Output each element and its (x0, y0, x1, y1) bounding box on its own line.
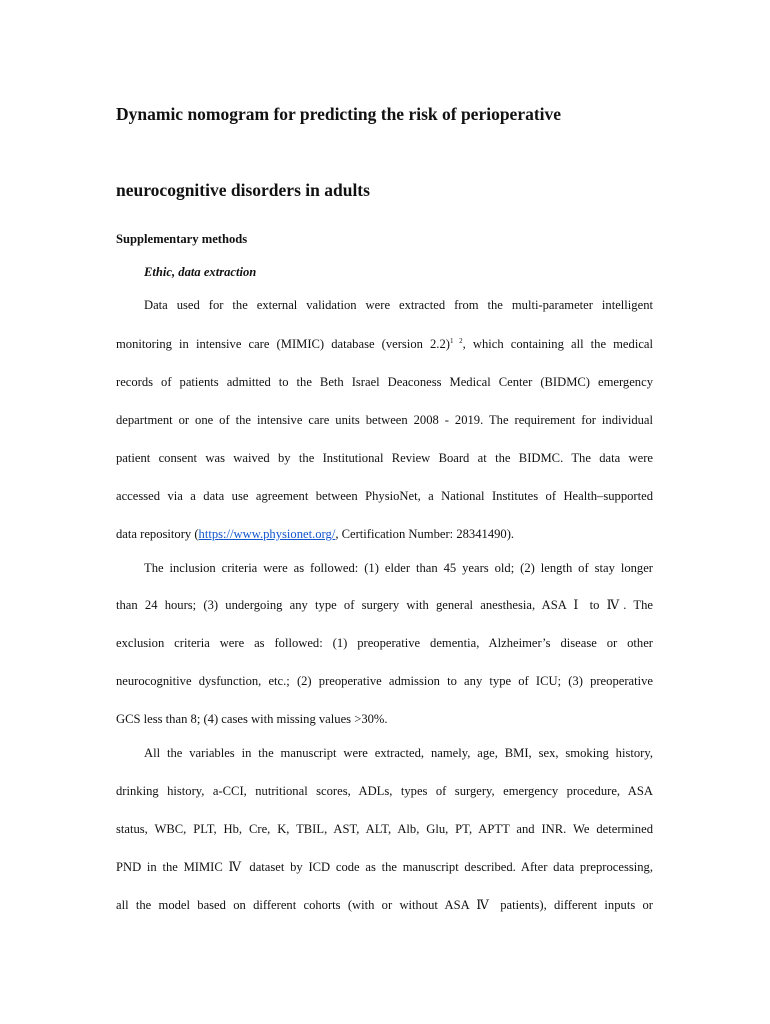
paragraph-3-line-1: All the variables in the manuscript were extracted, namely, age, BMI, sex, smoking history, (144, 746, 653, 760)
text-span: , Certification Number: 28341490). (335, 527, 515, 541)
paragraph-1-line-1: Data used for the external validation were extracted from the multi-parameter intelligent (144, 298, 653, 312)
subsection-heading: Ethic, data extraction (144, 265, 257, 279)
paragraph-2-line-2: than 24 hours; (3) undergoing any type of surgery with general anesthesia, ASA Ⅰ to Ⅳ. The (116, 598, 653, 612)
section-heading: Supplementary methods (116, 232, 248, 246)
paragraph-1-line-3: records of patients admitted to the Beth Israel Deaconess Medical Center (BIDMC) emergency (116, 375, 653, 389)
citation-superscript[interactable]: 1 2 (449, 336, 463, 345)
paragraph-3-line-3: status, WBC, PLT, Hb, Cre, K, TBIL, AST, ALT, Alb, Glu, PT, APTT and INR. We determined (116, 822, 653, 836)
document-title-line-1: Dynamic nomogram for predicting the risk of perioperative (116, 104, 562, 124)
paragraph-2-line-3: exclusion criteria were as followed: (1) preoperative dementia, Alzheimer’s disease or other (116, 636, 653, 650)
paragraph-3-line-5: all the model based on different cohorts (with or without ASA Ⅳ patients), different inputs or (116, 898, 653, 912)
paragraph-3-line-2: drinking history, a-CCI, nutritional scores, ADLs, types of surgery, emergency procedure, ASA (116, 784, 653, 798)
paragraph-1-line-7 (116, 526, 653, 542)
paragraph-2-line-5: GCS less than 8; (4) cases with missing values >30%. (116, 712, 388, 726)
physionet-link[interactable]: https://www.physionet.org/ (198, 527, 336, 541)
paragraph-3-line-4: PND in the MIMIC Ⅳ dataset by ICD code as the manuscript described. After data preprocessing, (116, 860, 653, 874)
paragraph-1-line-5: patient consent was waived by the Institutional Review Board at the BIDMC. The data were (116, 451, 653, 465)
text-span: , which containing all the medical (462, 337, 653, 351)
paragraph-2-line-4: neurocognitive dysfunction, etc.; (2) preoperative admission to any type of ICU; (3) preoperative (116, 674, 653, 688)
paragraph-1-line-4: department or one of the intensive care units between 2008 - 2019. The requirement for individual (116, 413, 653, 427)
paragraph-2-line-1: The inclusion criteria were as followed: (1) elder than 45 years old; (2) length of stay longer (144, 561, 653, 575)
text-span: monitoring in intensive care (MIMIC) database (version 2.2) (116, 337, 450, 351)
paragraph-1-line-6: accessed via a data use agreement between PhysioNet, a National Institutes of Health–supported (116, 489, 653, 503)
text-span: data repository ( (116, 527, 199, 541)
document-title-line-2: neurocognitive disorders in adults (116, 180, 370, 200)
paragraph-1-line-2 (116, 336, 653, 352)
